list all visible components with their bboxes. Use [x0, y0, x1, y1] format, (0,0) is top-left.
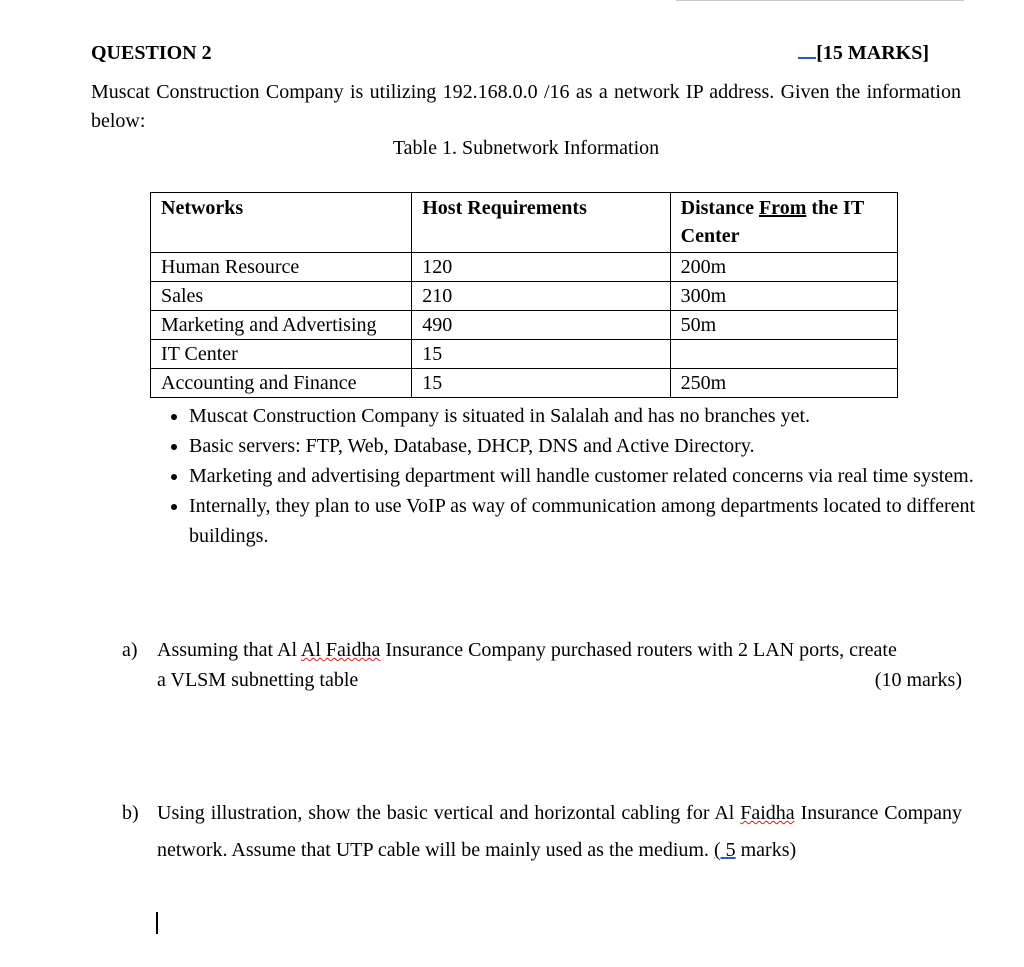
marks-text: 15 MARKS] [822, 42, 929, 64]
part-b-text-1: Using illustration, show the basic vertical and horizontal cabling for Al [157, 802, 741, 824]
cell-hosts: 210 [412, 282, 670, 311]
part-a-marks: (10 marks) [874, 669, 962, 691]
header-distance [670, 193, 897, 253]
header-networks: Networks [151, 193, 412, 253]
part-a [122, 635, 962, 695]
notes-list [150, 401, 1004, 551]
list-item: • Basic servers: FTP, Web, Database, DHCP, DNS and Active Directory. [189, 431, 1004, 461]
part-a-text-2: Insurance Company purchased routers with 2 LAN ports, create [380, 639, 897, 661]
cell-distance: 300m [670, 282, 897, 311]
cell-distance: 50m [670, 311, 897, 340]
part-a-text-1: Assuming that Al [157, 639, 301, 661]
cell-network: IT Center [151, 340, 412, 369]
table-row [151, 282, 898, 311]
part-b-marks-open: ( 5 [713, 839, 736, 861]
top-divider [676, 0, 964, 1]
part-b [122, 795, 962, 869]
subnetwork-table [150, 192, 898, 398]
cell-distance [670, 340, 897, 369]
cell-network: Human Resource [151, 253, 412, 282]
list-item: • Muscat Construction Company is situated in Salalah and has no branches yet. [189, 401, 1004, 431]
cell-hosts: 120 [412, 253, 670, 282]
part-a-misspelled-phrase: Al Faidha [300, 639, 381, 661]
cell-distance: 250m [670, 369, 897, 398]
part-a-letter: a) [122, 639, 138, 661]
part-a-line-1 [157, 635, 962, 665]
cell-network: Accounting and Finance [151, 369, 412, 398]
part-a-body [157, 635, 962, 695]
header-host-requirements: Host Requirements [412, 193, 670, 253]
part-b-text-2: Insurance Company network. Assume that UTP cable will be mainly used as the medium. [157, 802, 963, 861]
marks-underline [798, 43, 816, 59]
part-b-marks-close: marks) [735, 839, 797, 861]
list-item: • Marketing and advertising department will handle customer related concerns via real time system. [189, 461, 1004, 491]
table-row [151, 311, 898, 340]
question-marks [798, 42, 929, 65]
marks-bracket: [ [816, 42, 823, 64]
cell-hosts: 490 [412, 311, 670, 340]
table-row [151, 340, 898, 369]
cell-hosts: 15 [412, 369, 670, 398]
cell-distance: 200m [670, 253, 897, 282]
part-b-misspelled-word: Faidha [740, 802, 795, 824]
question-title: QUESTION 2 [91, 42, 212, 64]
intro-paragraph: Muscat Construction Company is utilizing 192.168.0.0 /16 as a network IP address. Given the information below: [91, 81, 961, 132]
part-a-text-3: a VLSM subnetting table [157, 669, 359, 691]
text-cursor [156, 912, 158, 934]
header-distance-part-1: Distance [680, 197, 759, 219]
part-b-body [157, 795, 962, 869]
table-row [151, 253, 898, 282]
header-distance-from: From [758, 197, 807, 219]
header-distance-part-2: the IT Center [680, 197, 864, 247]
table-row [151, 369, 898, 398]
list-item: • Internally, they plan to use VoIP as way of communication among departments located to different buildings. [189, 491, 1004, 551]
cell-hosts: 15 [412, 340, 670, 369]
table-caption: Table 1. Subnetwork Information [392, 137, 660, 159]
cell-network: Sales [151, 282, 412, 311]
table-header-row [151, 193, 898, 253]
part-b-letter: b) [122, 802, 139, 824]
cell-network: Marketing and Advertising [151, 311, 412, 340]
part-a-line-2 [157, 665, 962, 695]
